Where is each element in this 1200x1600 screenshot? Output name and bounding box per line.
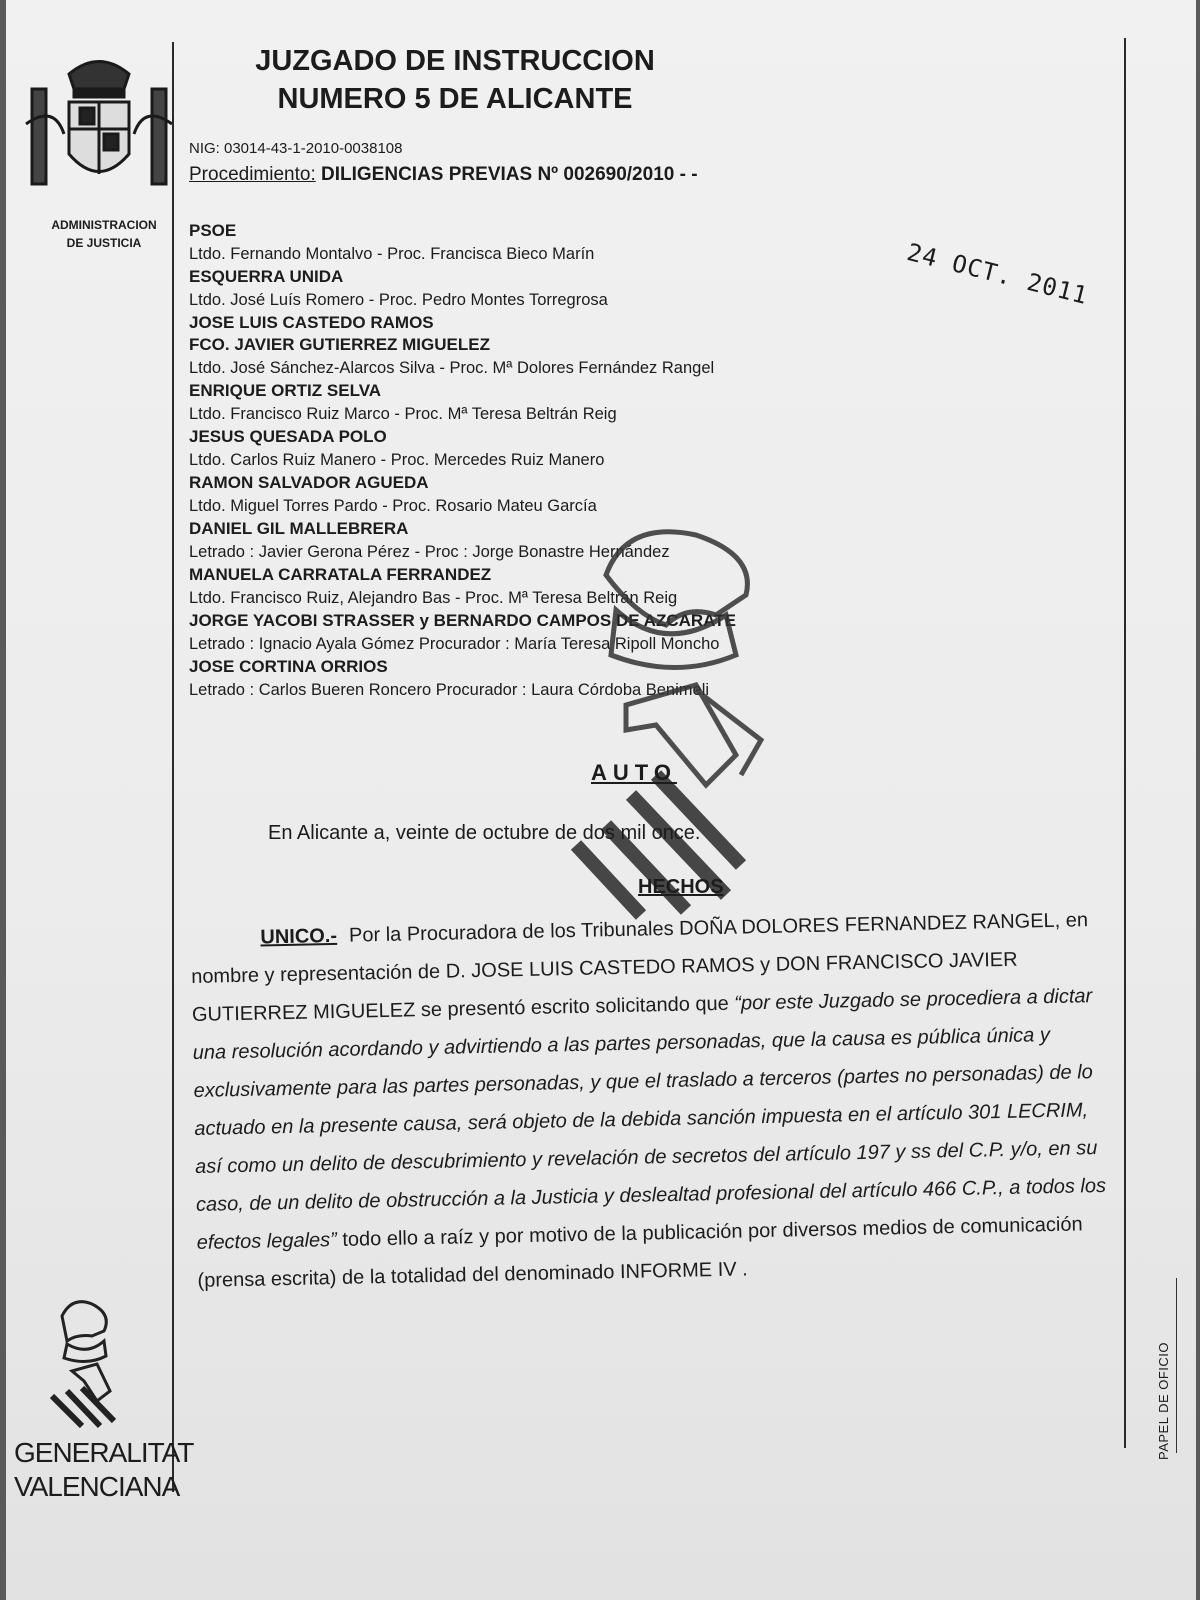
left-margin-rule <box>172 42 174 1492</box>
party-counsel: Ltdo. Miguel Torres Pardo - Proc. Rosario Mateu García <box>189 497 597 515</box>
nig-number: NIG: 03014-43-1-2010-0038108 <box>189 140 403 157</box>
facts-tail: todo ello a raíz y por motivo de la publicación por diversos medios de comunicación (prensa escrita) de la totalidad del denominado INFORME IV . <box>197 1213 1083 1292</box>
gv-line2: VALENCIANA <box>14 1471 180 1502</box>
party-name: JOSE CORTINA ORRIOS <box>189 657 388 676</box>
admin-line2: DE JUSTICIA <box>66 236 142 250</box>
procedure-label: Procedimiento: <box>189 164 316 185</box>
party-name: FCO. JAVIER GUTIERREZ MIGUELEZ <box>189 335 490 354</box>
auto-title: AUTO <box>591 760 677 785</box>
procedure-value: DILIGENCIAS PREVIAS Nº 002690/2010 - - <box>321 164 698 185</box>
party-name: JESUS QUESADA POLO <box>189 427 387 446</box>
party-name: ESQUERRA UNIDA <box>189 267 344 286</box>
party-name: PSOE <box>189 221 237 240</box>
party-counsel: Ltdo. Carlos Ruiz Manero - Proc. Mercedes Ruiz Manero <box>189 451 605 469</box>
party-counsel: Ltdo. Fernando Montalvo - Proc. Francisca Bieco Marín <box>189 245 595 263</box>
papel-de-oficio-label: PAPEL DE OFICIO <box>1156 1341 1171 1460</box>
party-counsel: Ltdo. Francisco Ruiz, Alejandro Bas - Proc. Mª Teresa Beltrán Reig <box>189 589 678 607</box>
party-counsel: Ltdo. José Sánchez-Alarcos Silva - Proc. Mª Dolores Fernández Rangel <box>189 359 715 377</box>
party-counsel: Letrado : Javier Gerona Pérez - Proc : Jorge Bonastre Hernández <box>189 543 670 561</box>
party-counsel: Ltdo. José Luís Romero - Proc. Pedro Montes Torregrosa <box>189 291 608 309</box>
document-page <box>6 0 1196 1600</box>
court-title-line2: NUMERO 5 DE ALICANTE <box>277 83 633 115</box>
generalitat-bat-logo-icon <box>42 1296 122 1431</box>
party-name: JOSE LUIS CASTEDO RAMOS <box>189 313 434 332</box>
court-title-line1: JUZGADO DE INSTRUCCION <box>255 45 655 77</box>
spain-coat-of-arms-icon <box>24 44 174 194</box>
facts-intro: Por la Procuradora de los Tribunales DOÑA DOLORES FERNANDEZ RANGEL, en nombre y representación de D. JOSE LUIS CASTEDO RAMOS y DON FRANCISCO JAVIER GUTIERREZ MIGUELEZ se presentó escrito solicitando que <box>190 909 1089 1026</box>
unico-heading: UNICO.- <box>260 924 338 949</box>
party-counsel: Letrado : Carlos Bueren Roncero Procurador : Laura Córdoba Benimeli <box>189 681 710 699</box>
party-name: JORGE YACOBI STRASSER y BERNARDO CAMPOS DE AZCARATE <box>189 611 736 630</box>
procedure-line <box>189 164 698 186</box>
party-name: MANUELA CARRATALA FERRANDEZ <box>189 565 492 584</box>
city-date: En Alicante a, veinte de octubre de dos mil once. <box>268 822 701 844</box>
facts-quote: “por este Juzgado se procediera a dictar una resolución acordando y advirtiendo a las partes personadas, que la causa es pública única y exclusivamente para las partes personadas, y que el traslado a terceros (partes no personadas) de lo actuado en la presente causa, será objeto de la debida sanción impuesta en el artículo 301 LECRIM, así como un delito de descubrimiento y revelación de secretos del artículo 197 y ss del C.P. y/o, en su caso, de un delito de obstrucción a la Justicia y deslealtad profesional del artículo 466 C.P., a todos los efectos legales” <box>192 985 1107 1254</box>
hechos-title: HECHOS <box>638 876 724 898</box>
court-title <box>220 42 690 118</box>
party-name: DANIEL GIL MALLEBRERA <box>189 519 409 538</box>
gv-line1: GENERALITAT <box>14 1437 194 1468</box>
generalitat-seal-watermark-icon <box>566 515 776 925</box>
generalitat-valenciana-label <box>14 1436 193 1504</box>
admin-line1: ADMINISTRACION <box>51 218 157 232</box>
party-counsel: Letrado : Ignacio Ayala Gómez Procurador : María Teresa Ripoll Moncho <box>189 635 720 653</box>
papel-rule <box>1176 1278 1177 1453</box>
party-counsel: Ltdo. Francisco Ruiz Marco - Proc. Mª Teresa Beltrán Reig <box>189 405 617 423</box>
facts-paragraph <box>190 901 1118 1300</box>
administracion-de-justicia-label <box>34 216 174 252</box>
date-stamp: 24 OCT. 2011 <box>904 238 1091 311</box>
party-name: ENRIQUE ORTIZ SELVA <box>189 381 382 400</box>
right-margin-rule <box>1124 38 1126 1448</box>
party-name: RAMON SALVADOR AGUEDA <box>189 473 429 492</box>
